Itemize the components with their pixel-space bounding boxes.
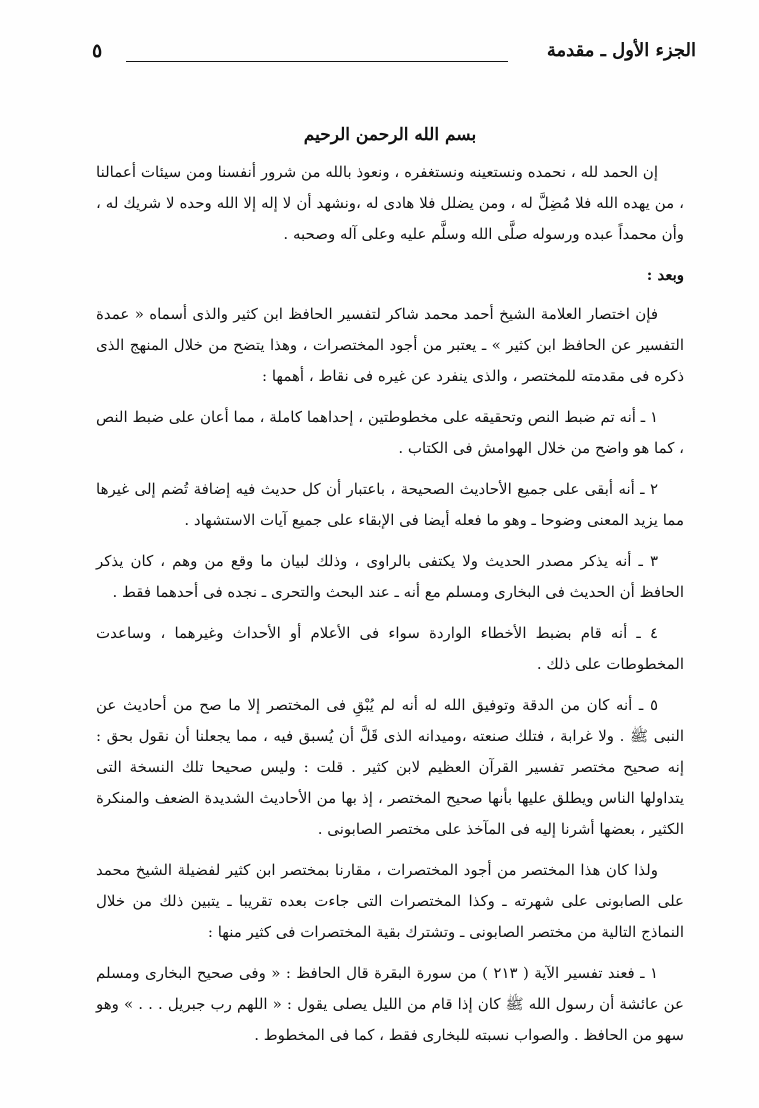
page-body (96, 120, 684, 1061)
page-number: ٥ (92, 40, 103, 62)
overview-paragraph: فإن اختصار العلامة الشيخ أحمد محمد شاكر لتفسير الحافظ ابن كثير والذى أسماه « عمدة التفسير عن الحافظ ابن كثير » ـ يعتبر من أجود المختصرات ، وهذا يتضح من خلال المنهج الذى ذكره فى مقدمته للمختصر ، والذى ينفرد عن غيره فى نقاط ، أهمها : (96, 305, 684, 385)
comparison-paragraph: ولذا كان هذا المختصر من أجود المختصرات ، مقارنا بمختصر ابن كثير لفضيلة الشيخ محمد على الصابونى على شهرته ـ وكذا المختصرات التى جاءت بعده تقريبا ـ يتبين ذلك من خلال النماذج التالية من مختصر الصابونى ـ وتشترك بقية المختصرات فى كثير منها : (96, 861, 684, 941)
point-3-paragraph: ٣ ـ أنه يذكر مصدر الحديث ولا يكتفى بالراوى ، وذلك لبيان ما وقع من وهم ، كان يذكر الحافظ أن الحديث فى البخارى ومسلم مع أنه ـ عند البحث والتحرى ـ نجده فى أحدهما فقط . (96, 552, 684, 601)
basmala-heading: بسم الله الرحمن الرحيم (303, 125, 477, 145)
point-5-paragraph: ٥ ـ أنه كان من الدقة وتوفيق الله له أنه لم يُبْقِ فى المختصر إلا ما صح من أحاديث عن النبى ﷺ . ولا غرابة ، فتلك صنعته ،وميدانه الذى قَلَّ أن يُسبق فيه ، مما يجعلنا أن نقول بحق : إنه صحيح مختصر تفسير القرآن العظيم لابن كثير . قلت : وليس صحيحا تلك النسخة التى يتداولها الناس ويطلق عليها بأنها صحيح المختصر ، إذ بها من الأحاديث الشديدة الضعف والمنكرة الكثير ، بعضها أشرنا إليه فى المآخذ على مختصر الصابونى . (96, 696, 684, 838)
running-title: الجزء الأول ـ مقدمة (546, 40, 696, 61)
point-4-paragraph: ٤ ـ أنه قام بضبط الأخطاء الواردة سواء فى الأعلام أو الأحداث وغيرهما ، وساعدت المخطوطات على ذلك . (96, 624, 684, 673)
page-header (78, 28, 696, 64)
point-1-paragraph: ١ ـ أنه تم ضبط النص وتحقيقه على مخطوطتين ، إحداهما كاملة ، مما أعان على ضبط النص ، كما هو واضح من خلال الهوامش فى الكتاب . (96, 408, 684, 457)
header-rule (126, 61, 508, 62)
point-2-paragraph: ٢ ـ أنه أبقى على جميع الأحاديث الصحيحة ، باعتبار أن كل حديث فيه إضافة تُضم إلى غيرها مما يزيد المعنى وضوحا ـ وهو ما فعله أيضا فى الإبقاء على جميع آيات الاستشهاد . (96, 480, 684, 529)
intro-paragraph: إن الحمد لله ، نحمده ونستعينه ونستغفره ، ونعوذ بالله من شرور أنفسنا ومن سيئات أعمالنا ، من يهده الله فلا مُضِلَّ له ، ومن يضلل فلا هادى له ،ونشهد أن لا إله إلا الله وحده لا شريك له ، وأن محمداً عبده ورسوله صلَّى الله وسلَّم عليه وعلى آله وصحبه . (96, 163, 684, 243)
baad-heading: وبعد : (646, 266, 684, 284)
example-1-paragraph: ١ ـ فعند تفسير الآية ( ٢١٣ ) من سورة البقرة قال الحافظ : « وفى صحيح البخارى ومسلم عن عائشة أن رسول الله ﷺ كان إذا قام من الليل يصلى يقول : « اللهم رب جبريل . . . » وهو سهو من الحافظ . والصواب نسبته للبخارى فقط ، كما فى المخطوط . (96, 964, 684, 1044)
